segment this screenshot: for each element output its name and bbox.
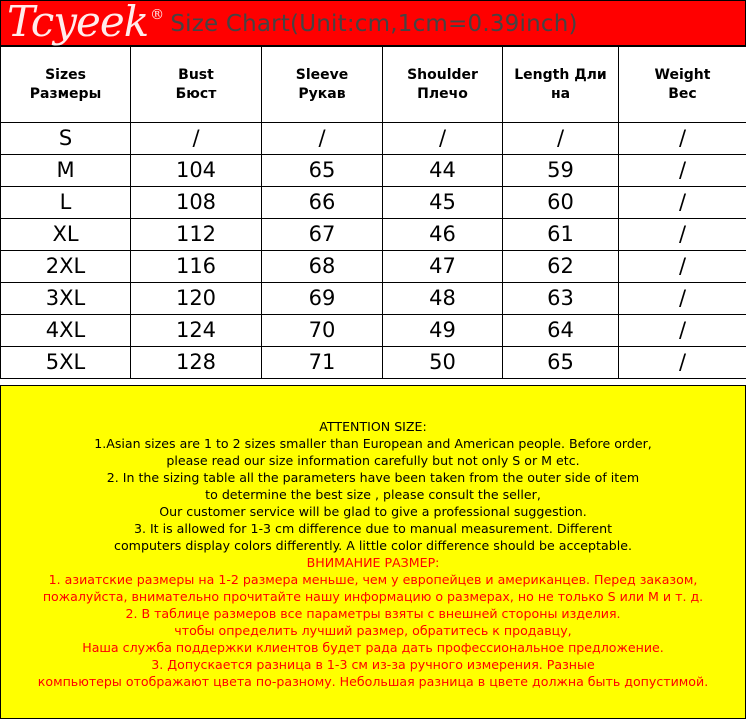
- column-header-en: Weight: [654, 66, 711, 83]
- measurement-cell: /: [262, 123, 383, 155]
- measurement-cell: /: [619, 315, 746, 347]
- column-header: [383, 47, 503, 123]
- size-cell: 2XL: [1, 251, 131, 283]
- brand-logo: [7, 0, 164, 46]
- notice-line-en: 3. It is allowed for 1-3 cm difference due to manual measurement. Different: [133, 521, 613, 536]
- notice-line-en: ATTENTION SIZE:: [319, 419, 427, 434]
- column-header-ru: Размеры: [29, 85, 102, 102]
- brand-logo-text: Tcyeek: [7, 0, 149, 46]
- column-header-ru: Бюст: [175, 85, 217, 102]
- measurement-cell: 66: [262, 187, 383, 219]
- column-header-en: Bust: [178, 66, 214, 83]
- measurement-cell: 47: [383, 251, 503, 283]
- notice-line-ru: пожалуйста, внимательно прочитайте нашу информацию о размерах, но не только S или M и т. д.: [42, 589, 704, 604]
- size-cell: S: [1, 123, 131, 155]
- attention-notice: [0, 385, 746, 719]
- measurement-cell: 68: [262, 251, 383, 283]
- column-header-ru: Рукав: [298, 85, 346, 102]
- size-cell: 3XL: [1, 283, 131, 315]
- column-header: [1, 47, 131, 123]
- size-cell: XL: [1, 219, 131, 251]
- notice-line-ru: 2. В таблице размеров все параметры взяты с внешней стороны изделия.: [125, 606, 621, 621]
- column-header-ru: Плечо: [417, 85, 468, 102]
- measurement-cell: 124: [131, 315, 262, 347]
- column-header-ru: на: [550, 85, 571, 102]
- notice-line-en: computers display colors differently. A little color difference should be acceptable.: [114, 538, 632, 553]
- column-header: [262, 47, 383, 123]
- notice-line-ru: ВНИМАНИЕ РАЗМЕР:: [306, 555, 440, 570]
- table-row: [1, 283, 746, 315]
- measurement-cell: 45: [383, 187, 503, 219]
- size-cell: 4XL: [1, 315, 131, 347]
- column-header: [619, 47, 746, 123]
- size-table: [0, 46, 746, 379]
- measurement-cell: 128: [131, 347, 262, 379]
- notice-line-ru: 1. азиатские размеры на 1-2 размера меньше, чем у европейцев и американцев. Перед заказом,: [48, 572, 698, 587]
- measurement-cell: 62: [503, 251, 619, 283]
- notice-line-en: 2. In the sizing table all the parameters have been taken from the outer side of item: [106, 470, 640, 485]
- measurement-cell: /: [619, 123, 746, 155]
- measurement-cell: 71: [262, 347, 383, 379]
- column-header-en: Length Дли: [514, 66, 607, 83]
- measurement-cell: 64: [503, 315, 619, 347]
- measurement-cell: /: [619, 219, 746, 251]
- measurement-cell: 50: [383, 347, 503, 379]
- column-header: [131, 47, 262, 123]
- table-header-row: [1, 47, 746, 123]
- measurement-cell: /: [619, 283, 746, 315]
- table-row: [1, 187, 746, 219]
- notice-line-ru: 3. Допускается разница в 1-3 см из-за ручного измерения. Разные: [151, 657, 595, 672]
- notice-line-en: Our customer service will be glad to give a professional suggestion.: [159, 504, 587, 519]
- notice-line-en: 1.Asian sizes are 1 to 2 sizes smaller than European and American people. Before order,: [94, 436, 652, 451]
- size-chart-title: Size Chart(Unit:cm,1cm=0.39inch): [170, 11, 578, 37]
- notice-line-en: please read our size information carefully but not only S or M etc.: [166, 453, 580, 468]
- measurement-cell: 67: [262, 219, 383, 251]
- table-body: [1, 123, 746, 379]
- measurement-cell: 48: [383, 283, 503, 315]
- measurement-cell: 46: [383, 219, 503, 251]
- column-header-en: Sleeve: [295, 66, 349, 83]
- measurement-cell: 112: [131, 219, 262, 251]
- notice-line-en: to determine the best size , please consult the seller,: [205, 487, 541, 502]
- measurement-cell: 44: [383, 155, 503, 187]
- measurement-cell: 116: [131, 251, 262, 283]
- size-cell: 5XL: [1, 347, 131, 379]
- table-row: [1, 347, 746, 379]
- measurement-cell: 120: [131, 283, 262, 315]
- measurement-cell: 104: [131, 155, 262, 187]
- notice-english: [1, 418, 745, 554]
- table-row: [1, 155, 746, 187]
- measurement-cell: /: [383, 123, 503, 155]
- measurement-cell: /: [131, 123, 262, 155]
- notice-line-ru: компьютеры отображают цвета по-разному. Небольшая разница в цвете должна быть допустимой.: [37, 674, 709, 689]
- measurement-cell: /: [619, 155, 746, 187]
- table-row: [1, 123, 746, 155]
- registered-mark: ®: [150, 7, 164, 23]
- size-chart-header: [0, 0, 746, 46]
- notice-russian: [1, 554, 745, 690]
- measurement-cell: 59: [503, 155, 619, 187]
- measurement-cell: 63: [503, 283, 619, 315]
- table-row: [1, 219, 746, 251]
- measurement-cell: /: [619, 347, 746, 379]
- size-cell: L: [1, 187, 131, 219]
- measurement-cell: 60: [503, 187, 619, 219]
- notice-line-ru: Наша служба поддержки клиентов будет рада дать профессиональное предложение.: [82, 640, 664, 655]
- column-header: [503, 47, 619, 123]
- measurement-cell: 69: [262, 283, 383, 315]
- measurement-cell: 65: [503, 347, 619, 379]
- measurement-cell: /: [619, 187, 746, 219]
- measurement-cell: /: [503, 123, 619, 155]
- column-header-ru: Вес: [668, 85, 697, 102]
- column-header-en: Shoulder: [407, 66, 478, 83]
- measurement-cell: 65: [262, 155, 383, 187]
- table-row: [1, 315, 746, 347]
- column-header-en: Sizes: [45, 66, 86, 83]
- notice-line-ru: чтобы определить лучший размер, обратитесь к продавцу,: [174, 623, 572, 638]
- measurement-cell: 108: [131, 187, 262, 219]
- measurement-cell: 70: [262, 315, 383, 347]
- size-cell: M: [1, 155, 131, 187]
- measurement-cell: 49: [383, 315, 503, 347]
- measurement-cell: 61: [503, 219, 619, 251]
- table-row: [1, 251, 746, 283]
- measurement-cell: /: [619, 251, 746, 283]
